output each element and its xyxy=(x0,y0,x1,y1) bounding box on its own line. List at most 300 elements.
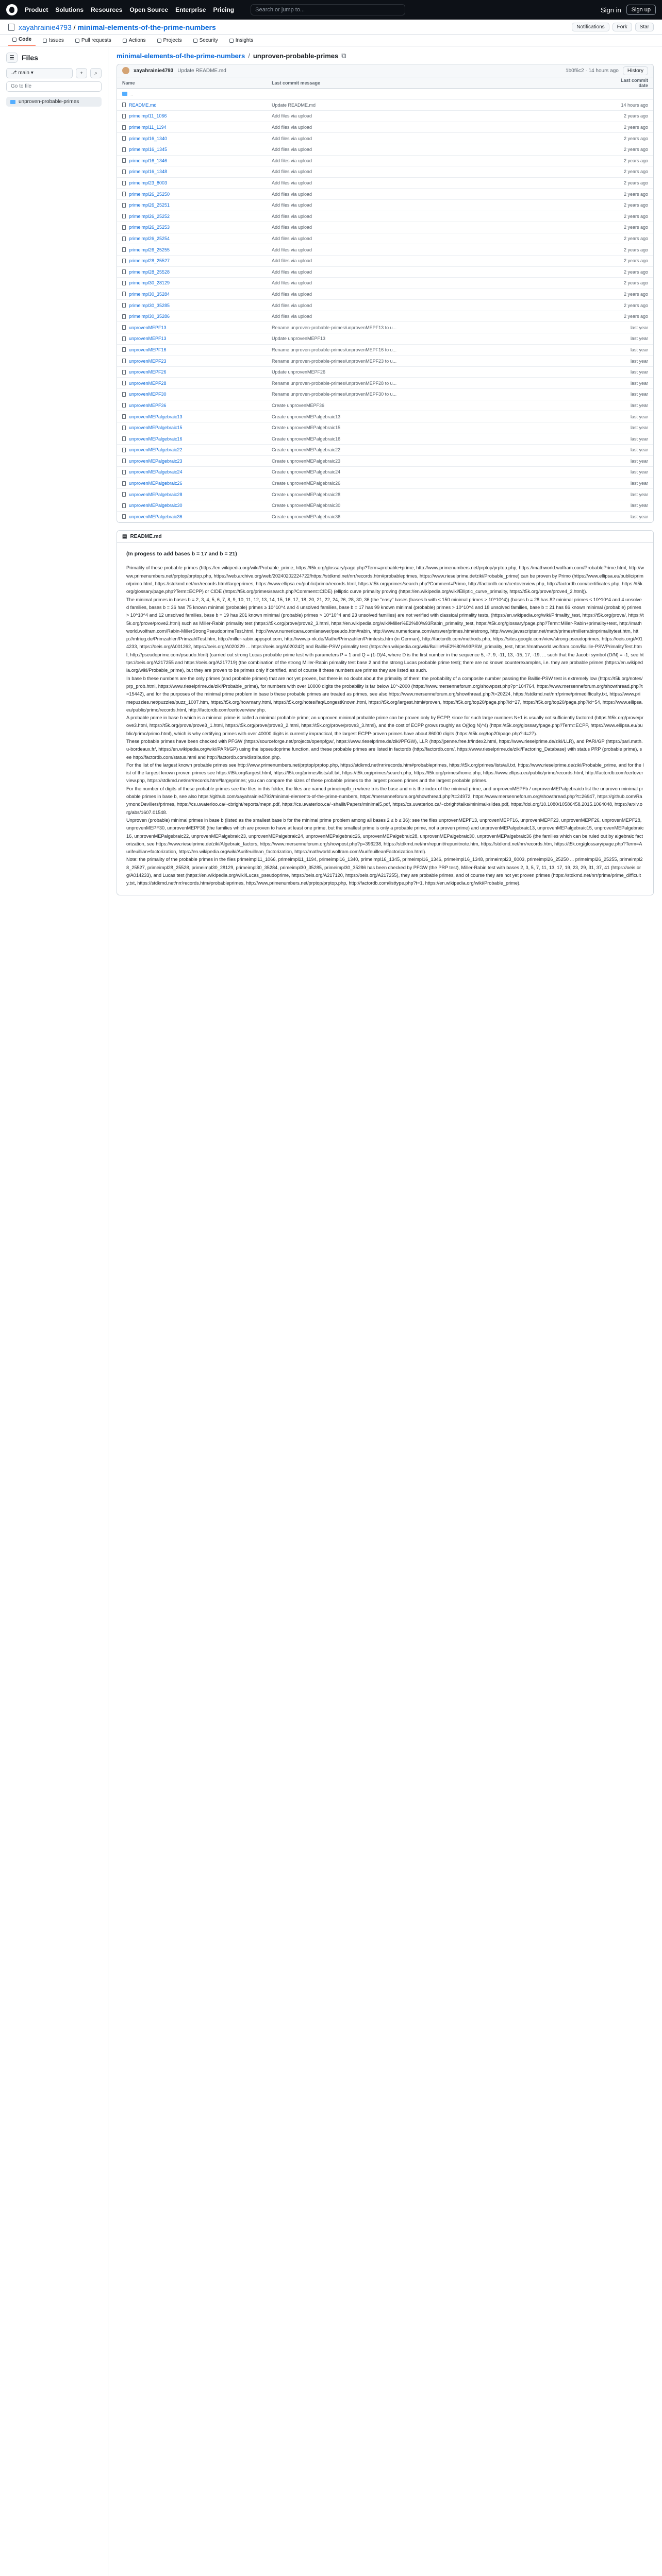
row-name xyxy=(122,258,272,263)
file-link[interactable]: primeimpl30_35285 xyxy=(129,302,170,308)
file-icon xyxy=(122,370,126,375)
file-icon xyxy=(122,426,126,430)
row-name xyxy=(122,425,272,430)
file-icon xyxy=(122,114,126,118)
row-commit-message[interactable]: Create unprovenMEPF36 xyxy=(272,402,325,408)
repo-tabs xyxy=(0,35,662,46)
commit-author[interactable]: xayahrainie4793 xyxy=(134,67,174,74)
file-link[interactable]: unprovenMEPF30 xyxy=(129,392,167,397)
file-tree-sidebar xyxy=(0,46,108,2576)
row-name xyxy=(122,481,272,486)
parent-dir-row[interactable] xyxy=(117,89,653,100)
row-commit-message[interactable]: Update unprovenMEPF26 xyxy=(272,369,326,375)
commit-meta: 1b0f6c2 · 14 hours ago xyxy=(566,67,619,74)
tab-insights-label: Insights xyxy=(235,38,254,43)
file-link[interactable]: unprovenMEPalgebraic26 xyxy=(129,481,183,486)
search-input[interactable] xyxy=(251,4,405,15)
folder-icon xyxy=(10,100,15,104)
row-commit-message[interactable]: Add files via upload xyxy=(272,158,312,163)
readme-paragraph: These probable primes have been checked with PFGW (https://sourceforge.net/projects/openpfgw/, https://www.rieselprime.de/ziki/PFGW), LLR (http://jpenne.free.fr/index2.html, https://www.rieselprime.de/ziki/LLR), and PARI/GP (https://pari.math.u-bordeaux.fr/, https://en.wikipedia.org/wiki/PARI/GP) using the ispseudoprime function, and these probable primes are listed in factordb (http://factordb.com/, https://www.rieselprime.de/ziki/Factoring_Database) with status PRP (probable prime), see http://factordb.com/status.html and http://factordb.com/distribution.php. xyxy=(126,738,643,760)
table-row[interactable] xyxy=(117,489,653,500)
tab-security[interactable] xyxy=(189,38,222,46)
tab-code[interactable] xyxy=(8,37,36,46)
table-row[interactable] xyxy=(117,345,653,356)
readme-paragraph: A probable prime in base b which is a minimal prime is called a minimal probable prime; an unproven minimal probable prime can be proven only by ECPP, since for such large numbers N±1 is usually not sufficiently factored (https://t5k.org/prove/prove3.html, https://t5k.org/prove/prove3_1.html, https://t5k.org/prove/prove3_2.html, https://t5k.org/prove/prove3_3.html), and the cost of ECPP grows roughly as O((log N)^4) (https://t5k.org/glossary/page.php?Term=ECPP, https://www.ellipsa.eu/public/primo/primo.html), which is why certifying primes with over 40000 digits is currently impractical, the largest ECPP-proven primes have about 86000 digits (https://t5k.org/top20/page.php?id=27). xyxy=(126,715,644,736)
table-row[interactable] xyxy=(117,244,653,256)
file-link[interactable]: primeimpl28_25528 xyxy=(129,269,170,275)
row-name xyxy=(122,169,272,174)
row-commit-date: last year xyxy=(630,458,648,464)
repo-owner-link[interactable]: xayahrainie4793 xyxy=(19,23,72,31)
table-row[interactable] xyxy=(117,289,653,300)
file-link[interactable]: unprovenMEPF23 xyxy=(129,358,167,364)
file-icon xyxy=(122,236,126,241)
row-commit-date: 2 years ago xyxy=(623,269,648,275)
row-commit-date: last year xyxy=(630,392,648,397)
tab-projects-label: Projects xyxy=(163,38,182,43)
file-link[interactable]: primeimpl28_25527 xyxy=(129,258,170,264)
row-commit-message[interactable]: Create unprovenMEPalgebraic16 xyxy=(272,436,341,442)
row-name xyxy=(122,381,272,386)
file-link[interactable]: primeimpl11_1066 xyxy=(129,113,167,119)
header-actions xyxy=(601,5,656,15)
table-row[interactable] xyxy=(117,200,653,211)
file-link[interactable]: README.md xyxy=(129,102,157,108)
row-commit-date: 2 years ago xyxy=(623,169,648,175)
file-icon xyxy=(122,403,126,408)
projects-icon xyxy=(157,39,161,43)
row-name xyxy=(122,303,272,308)
file-link[interactable]: unprovenMEPF13 xyxy=(129,325,167,330)
sidebar-title xyxy=(6,53,102,63)
global-nav xyxy=(25,6,234,13)
file-icon xyxy=(122,214,126,218)
row-commit-date: 2 years ago xyxy=(623,180,648,186)
readme-paragraph: For the list of the largest known probable primes see http://www.primenumbers.net/prptop/prptop.php, https://stdkmd.net/nrr/records.htm#probableprimes, https://t5k.org/primes/lists/all.txt, https://www.rieselprime.de/ziki/Probable_prime, and for the list of the largest known proven primes see https://t5k.org/largest.html, https://t5k.org/primes/lists/all.txt, https://t5k.org/primes/search.php, https://t5k.org/primes/home.php, https://www.ellipsa.eu/public/primo/records.html, http://factordb.com/certoverview.php, https://stdkmd.net/nrr/records.htm#largeprimes; you can compare the sizes of these probable primes to the largest proven primes and the largest probable primes. xyxy=(126,762,644,784)
main-content xyxy=(108,46,662,2576)
row-name xyxy=(122,91,272,96)
row-name xyxy=(122,125,272,130)
table-row[interactable] xyxy=(117,144,653,156)
readme-body xyxy=(117,543,653,894)
file-link[interactable]: primeimpl26_25254 xyxy=(129,236,170,242)
tab-actions[interactable] xyxy=(119,38,150,46)
row-commit-message[interactable]: Add files via upload xyxy=(272,180,312,186)
file-icon xyxy=(122,347,126,352)
readme-panel xyxy=(117,530,654,895)
tab-actions-label: Actions xyxy=(128,38,146,43)
sign-in-link[interactable]: Sign in xyxy=(600,6,621,14)
file-link[interactable]: primeimpl26_25250 xyxy=(129,191,170,197)
parent-dir-label: .. xyxy=(130,91,134,97)
file-icon xyxy=(122,503,126,508)
table-row[interactable] xyxy=(117,178,653,189)
table-row[interactable] xyxy=(117,267,653,278)
go-to-file-input[interactable]: Go to file xyxy=(6,81,102,92)
row-commit-message[interactable]: Rename unproven-probable-primes/unprovenMEPF30 to u... xyxy=(272,392,397,397)
table-row[interactable] xyxy=(117,278,653,289)
add-file-icon[interactable]: + xyxy=(76,68,87,78)
file-link[interactable]: unprovenMEPalgebraic13 xyxy=(129,414,183,419)
row-commit-message[interactable]: Add files via upload xyxy=(272,247,312,252)
repo-name-link[interactable]: minimal-elements-of-the-prime-numbers xyxy=(77,23,216,31)
file-link[interactable]: unprovenMEPF36 xyxy=(129,402,167,408)
table-row[interactable] xyxy=(117,378,653,389)
row-commit-date: 2 years ago xyxy=(623,135,648,141)
file-link[interactable]: primeimpl11_1194 xyxy=(129,125,167,130)
file-link[interactable]: primeimpl23_8003 xyxy=(129,180,168,186)
nav-solutions[interactable]: Solutions xyxy=(55,6,84,13)
nav-open-source[interactable]: Open Source xyxy=(129,6,169,13)
collapse-sidebar-icon[interactable]: ☰ xyxy=(6,53,18,63)
table-row[interactable] xyxy=(117,100,653,111)
pull-request-icon xyxy=(75,39,79,43)
nav-enterprise[interactable]: Enterprise xyxy=(175,6,206,13)
row-commit-message[interactable]: Create unprovenMEPalgebraic22 xyxy=(272,447,341,453)
row-commit-message[interactable]: Create unprovenMEPalgebraic24 xyxy=(272,469,341,475)
tab-issues[interactable] xyxy=(39,38,68,46)
table-row[interactable] xyxy=(117,156,653,167)
row-commit-date: 2 years ago xyxy=(623,202,648,208)
readme-paragraph: Primality of these probable primes (https://en.wikipedia.org/wiki/Probable_prime, https://t5k.org/glossary/page.php?Term=probable+prime, http://www.primenumbers.net/prptop/prptop.php, https://mathworld.wolfram.com/ProbablePrime.html, http://www.primenumbers.net/prptop/prptop.php, https://web.archive.org/web/20240202224722/https://stdkmd.net/nrr/records.htm#probableprimes, https://www.rieselprime.de/ziki/Probable_prime) can be proven by Primo (https://www.ellipsa.eu/public/primo/primo.html, https://stdkmd.net/nrr/records.htm#largeprimes, https://www.ellipsa.eu/public/primo/records.html, https://t5k.org/primes/search.php?Comment=Primo, http://factordb.com/certoverview.php, http://factordb.com/certificates.php, https://t5k.org/glossary/page.php?Term=ECPP) or CIDE (https://t5k.org/primes/search.php?Comment=CIDE) (elliptic curve primality proving (https://en.wikipedia.org/wiki/Elliptic_curve_primality, https://t5k.org/prove/prove4_2.html)). xyxy=(126,565,644,595)
table-row[interactable] xyxy=(117,222,653,233)
row-name xyxy=(122,225,272,230)
table-row[interactable] xyxy=(117,456,653,467)
table-row[interactable] xyxy=(117,367,653,378)
file-icon xyxy=(122,436,126,441)
file-icon xyxy=(122,170,126,174)
row-commit-message[interactable]: Rename unproven-probable-primes/unprovenMEPF23 to u... xyxy=(272,358,397,364)
row-commit-message[interactable]: Update README.md xyxy=(272,102,316,108)
file-icon xyxy=(122,336,126,341)
row-commit-message[interactable]: Add files via upload xyxy=(272,169,312,175)
file-link[interactable]: primeimpl16_1348 xyxy=(129,169,168,175)
tab-issues-label: Issues xyxy=(49,38,64,43)
row-commit-message[interactable]: Rename unproven-probable-primes/unprovenMEPF28 to u... xyxy=(272,380,397,386)
nav-pricing[interactable]: Pricing xyxy=(213,6,235,13)
row-commit-message[interactable]: Rename unproven-probable-primes/unprovenMEPF16 to u... xyxy=(272,347,397,352)
file-link[interactable]: unprovenMEPF13 xyxy=(129,336,167,342)
global-header xyxy=(0,0,662,20)
table-row[interactable] xyxy=(117,189,653,200)
file-link[interactable]: primeimpl26_25255 xyxy=(129,247,170,252)
branch-selector[interactable]: ⎇ main ▾ xyxy=(6,68,73,78)
file-link[interactable]: unprovenMEPalgebraic22 xyxy=(129,447,183,453)
row-commit-message[interactable]: Create unprovenMEPalgebraic36 xyxy=(272,514,341,519)
row-name xyxy=(122,414,272,419)
readme-paragraph: The minimal primes in bases b = 2, 3, 4, 5, 6, 7, 8, 9, 10, 11, 12, 13, 14, 15, 16, 17, 18, 20, 21, 22, 24, 26, 28, 30, 36 (the "easy" bases (bases b with ≤ 150 minimal primes > 10^10^4)) (bases b = 28 has 82 minimal primes ≤ 10^10^4 and 4 unsolved families, bases b = 36 has 75 known minimal (probable) primes ≥ 10^10^4 and 4 unsolved families, base b = 17 has 99 known minimal (probable) primes > 10^10^4 and 18 unsolved families, base b = 21 has 86 known minimal (probable) primes > 10^10^4 and 12 unsolved families, base b = 19 has 201 known minimal (probable) primes > 10^10^4 and 23 unsolved families) are not verified with classical primality tests, (https://en.wikipedia.org/wiki/Primality_test, https://t5k.org/prove/, https://t5k.org/prove/prove2.html) such as Miller-Rabin primality test (https://t5k.org/prove/prove2_3.html, https://en.wikipedia.org/wiki/Miller%E2%80%93Rabin_primality_test, https://t5k.org/glossary/page.php?Term=Miller-Rabin+primality+test, http://mathworld.wolfram.com/Rabin-MillerStrongPseudoprimeTest.html, http://www.numericana.com/answer/pseudo.htm#rabin, http://www.numericana.com/answer/primes.htm#strong, http://www.javascripter.net/math/primes/millerrabinprimalitytest.htm, http://mfrieg.de/Primzahlen/PrimzahlTest.htm, http://miller-rabin.appspot.com, http://www.p-nk.de/Mathe/Primzahlen/Primtests.htm (in German), http://factordb.com/methods.php, https://sites.google.com/view/strong-pseudoprimes, https://oeis.org/A014233, https://oeis.org/A001262, https://oeis.org/A020229 ... https://oeis.org/A020242) and Baillie-PSW primality test (https://en.wikipedia.org/wiki/Baillie%E2%80%93PSW_primality_test, https://mathworld.wolfram.com/Baillie-PSWPrimalityTest.html, http://pseudoprime.com/pseudo.html) (carried out strong Lucas probable prime test with parameters P = 1 and Q = (1-D)/4, where D is the first number in the sequence 5, -7, 9, -11, 13, -15, 17, -19, ... such that the Jacobi symbol (D/N) = -1, see https://oeis.org/A217255 and https://oeis.org/A217719) (the combination of the strong Miller-Rabin primality test base 2 and the strong Lucas probable prime test); there are no known counterexamples, i.e. they are probable primes (https://en.wikipedia.org/wiki/Probable_prime), but they are proven to be primes only if certified, and of course if these numbers are primes they are listed as such. xyxy=(126,597,644,673)
file-link[interactable]: unprovenMEPF28 xyxy=(129,380,167,386)
row-commit-date: 2 years ago xyxy=(623,280,648,286)
table-row[interactable] xyxy=(117,311,653,323)
row-commit-message[interactable]: Add files via upload xyxy=(272,302,312,308)
fork-button[interactable]: Fork xyxy=(613,23,632,31)
table-row[interactable] xyxy=(117,122,653,133)
sidebar-controls xyxy=(6,68,102,78)
nav-resources[interactable]: Resources xyxy=(91,6,123,13)
row-commit-message[interactable]: Create unprovenMEPalgebraic26 xyxy=(272,481,341,486)
file-link[interactable]: primeimpl30_28129 xyxy=(129,280,170,286)
row-commit-date: 2 years ago xyxy=(623,247,648,252)
row-commit-message[interactable]: Rename unproven-probable-primes/unprovenMEPF13 to u... xyxy=(272,325,397,330)
row-name xyxy=(122,214,272,219)
file-link[interactable]: primeimpl30_35286 xyxy=(129,314,170,319)
table-row[interactable] xyxy=(117,445,653,456)
row-commit-message[interactable]: Create unprovenMEPalgebraic30 xyxy=(272,503,341,509)
file-link[interactable]: primeimpl16_1340 xyxy=(129,135,168,141)
row-commit-date: last year xyxy=(630,380,648,386)
row-commit-date: last year xyxy=(630,325,648,330)
row-commit-date: last year xyxy=(630,436,648,442)
row-name xyxy=(122,403,272,408)
tab-pull-requests[interactable] xyxy=(71,38,115,46)
row-name xyxy=(122,103,272,108)
row-commit-message[interactable]: Create unprovenMEPalgebraic13 xyxy=(272,414,341,419)
file-icon xyxy=(122,392,126,397)
actions-icon xyxy=(123,39,127,43)
row-commit-message[interactable]: Add files via upload xyxy=(272,280,312,286)
row-commit-date: last year xyxy=(630,336,648,342)
tab-security-label: Security xyxy=(199,38,218,43)
row-name xyxy=(122,336,272,341)
file-icon xyxy=(122,514,126,519)
row-name xyxy=(122,369,272,375)
row-commit-date: 2 years ago xyxy=(623,191,648,197)
row-commit-date: last year xyxy=(630,402,648,408)
table-row[interactable] xyxy=(117,233,653,245)
readme-paragraph: Unproven (probable) minimal primes in base b (listed as the smallest base b for the minimal prime problem among all bases 2 ≤ b ≤ 36): see the files unprovenMEPF13, unprovenMEPF16, unprovenMEPF23, unprovenMEPF26, unprovenMEPF28, unprovenMEPF30, unprovenMEPF36 (the families which are proven to have at least one prime, but the smallest prime is only a probable prime, not a proven prime) and unprovenMEPalgebraic13, unprovenMEPalgebraic15, unprovenMEPalgebraic16, unprovenMEPalgebraic22, unprovenMEPalgebraic23, unprovenMEPalgebraic24, unprovenMEPalgebraic26, unprovenMEPalgebraic28, unprovenMEPalgebraic30, unprovenMEPalgebraic36 (the families which can be ruled out by algebraic factorization, see https://www.rieselprime.de/ziki/Algebraic_factors, https://www.mersenneforum.org/showpost.php?p=396238, https://stdkmd.net/nrr/repunit/repunitnote.htm, https://stdkmd.net/nrr/records.htm, https://t5k.org/glossary/page.php?Term=Aurifeuillian+factorization, https://en.wikipedia.org/wiki/Aurifeuillean_factorization, https://mathworld.wolfram.com/AurifeuilleanFactorization.html). xyxy=(126,817,644,855)
file-icon xyxy=(122,103,126,107)
row-name xyxy=(122,469,272,474)
row-name xyxy=(122,280,272,285)
breadcrumb-folder: unproven-probable-primes xyxy=(253,52,339,60)
nav-product[interactable]: Product xyxy=(25,6,48,13)
col-name: Name xyxy=(122,80,135,86)
notifications-button[interactable]: Notifications xyxy=(572,23,609,31)
col-date: Last commit date xyxy=(620,77,648,88)
readme-heading: (In progess to add bases b = 17 and b = 21) xyxy=(126,551,237,557)
row-name xyxy=(122,436,272,442)
row-commit-message[interactable]: Add files via upload xyxy=(272,135,312,141)
table-row[interactable] xyxy=(117,467,653,478)
table-row[interactable] xyxy=(117,322,653,333)
file-link[interactable]: primeimpl30_35284 xyxy=(129,291,170,297)
row-name xyxy=(122,180,272,185)
row-name xyxy=(122,359,272,364)
file-icon xyxy=(122,136,126,141)
file-link[interactable]: primeimpl26_25253 xyxy=(129,225,170,230)
github-logo-icon[interactable] xyxy=(6,4,18,15)
row-commit-date: last year xyxy=(630,469,648,475)
row-commit-date: last year xyxy=(630,447,648,453)
row-commit-date: last year xyxy=(630,369,648,375)
col-message: Last commit message xyxy=(272,80,321,86)
row-name xyxy=(122,236,272,241)
copy-path-icon[interactable]: ⧉ xyxy=(341,52,346,59)
sidebar-item-label: unproven-probable-primes xyxy=(19,99,79,105)
row-commit-date: last year xyxy=(630,347,648,352)
row-commit-message[interactable]: Add files via upload xyxy=(272,191,312,197)
file-link[interactable]: primeimpl26_25251 xyxy=(129,202,170,208)
file-icon xyxy=(122,158,126,163)
table-row[interactable] xyxy=(117,111,653,122)
branch-name: main xyxy=(18,70,29,76)
row-commit-message[interactable]: Add files via upload xyxy=(272,225,312,230)
row-name xyxy=(122,492,272,497)
file-rows xyxy=(117,100,653,523)
row-commit-message[interactable]: Add files via upload xyxy=(272,314,312,319)
file-link[interactable]: unprovenMEPalgebraic24 xyxy=(129,469,183,475)
row-commit-message[interactable]: Update unprovenMEPF13 xyxy=(272,336,326,342)
file-table xyxy=(117,77,654,523)
file-link[interactable]: unprovenMEPalgebraic23 xyxy=(129,458,183,464)
row-commit-date: last year xyxy=(630,358,648,364)
readme-paragraphs xyxy=(126,564,644,887)
table-row[interactable] xyxy=(117,422,653,434)
sign-up-button[interactable]: Sign up xyxy=(626,5,656,15)
breadcrumb-repo-link[interactable]: minimal-elements-of-the-prime-numbers xyxy=(117,52,245,60)
row-name xyxy=(122,247,272,252)
table-row[interactable] xyxy=(117,512,653,523)
table-row[interactable] xyxy=(117,433,653,445)
history-button[interactable]: History xyxy=(623,66,648,75)
row-name xyxy=(122,325,272,330)
row-name xyxy=(122,314,272,319)
row-commit-date: 2 years ago xyxy=(623,213,648,219)
file-link[interactable]: primeimpl16_1345 xyxy=(129,147,168,152)
table-row[interactable] xyxy=(117,500,653,512)
row-commit-message[interactable]: Add files via upload xyxy=(272,269,312,275)
file-link[interactable]: unprovenMEPalgebraic28 xyxy=(129,492,183,497)
row-commit-message[interactable]: Add files via upload xyxy=(272,258,312,264)
table-row[interactable] xyxy=(117,333,653,345)
row-commit-message[interactable]: Add files via upload xyxy=(272,213,312,219)
code-icon xyxy=(12,38,16,42)
file-link[interactable]: unprovenMEPalgebraic36 xyxy=(129,514,183,519)
file-icon xyxy=(122,414,126,419)
file-icon xyxy=(122,181,126,185)
shield-icon xyxy=(193,39,197,43)
tab-code-label: Code xyxy=(19,37,31,42)
file-link[interactable]: unprovenMEPalgebraic30 xyxy=(129,503,183,509)
file-icon xyxy=(122,281,126,285)
sidebar-title-label: Files xyxy=(22,54,38,62)
repo-actions xyxy=(572,23,654,31)
search-icon[interactable]: ⌕ xyxy=(90,68,102,78)
row-name xyxy=(122,503,272,508)
table-row[interactable] xyxy=(117,400,653,412)
page-layout xyxy=(0,46,662,2576)
row-commit-date: last year xyxy=(630,425,648,431)
repo-title: xayahrainie4793 / minimal-elements-of-the-prime-numbers xyxy=(19,23,216,31)
row-name xyxy=(122,392,272,397)
readme-header xyxy=(117,531,653,543)
file-icon xyxy=(122,292,126,296)
table-row[interactable] xyxy=(117,478,653,489)
file-link[interactable]: unprovenMEPF16 xyxy=(129,347,167,352)
row-commit-date: last year xyxy=(630,481,648,486)
file-icon xyxy=(122,192,126,196)
table-row[interactable] xyxy=(117,355,653,367)
row-commit-message[interactable]: Create unprovenMEPalgebraic15 xyxy=(272,425,341,431)
row-name xyxy=(122,113,272,118)
row-commit-date: last year xyxy=(630,492,648,497)
row-commit-date: 2 years ago xyxy=(623,302,648,308)
file-icon xyxy=(122,203,126,208)
readme-paragraph: In base b these numbers are the only primes (and probable primes) that are not yet proven, but there is no doubt about the primality of them: the probability of a composite number passing the Baillie-PSW test is extremely low (https://t5k.org/notes/prp_prob.html, https://www.rieselprime.de/ziki/Probable_prime), for numbers with over 10000 digits the probability is far below 10^-2000 (https://www.mersenneforum.org/showpost.php?p=104764, https://www.mersenneforum.org/showthread.php?t=15442), and for the purposes of the minimal prime problem in base b these probable primes are treated as primes, see also https://www.mersenneforum.org/showthread.php?t=20224, https://stdkmd.net/nrr/prime/primedifficulty.txt, https://www.primepuzzles.net/puzzles/puzz_1007.htm, https://t5k.org/howmany.html, https://t5k.org/notes/faq/LongestKnown.html, https://t5k.org/largest.html#proven, https://t5k.org/top20/page.php?id=27, https://t5k.org/top20/page.php?id=54, https://www.ellipsa.eu/public/primo/records.html, http://factordb.com/certoverview.php. xyxy=(126,675,643,713)
row-name xyxy=(122,459,272,464)
file-link[interactable]: unprovenMEPalgebraic16 xyxy=(129,436,183,442)
table-row[interactable] xyxy=(117,300,653,311)
breadcrumb-separator: / xyxy=(248,52,250,60)
row-commit-message[interactable]: Add files via upload xyxy=(272,202,312,208)
search-placeholder: Search or jump to... xyxy=(255,7,305,13)
tab-pull-requests-label: Pull requests xyxy=(81,38,111,43)
tab-insights[interactable] xyxy=(225,38,257,46)
row-commit-message[interactable]: Add files via upload xyxy=(272,291,312,297)
row-name xyxy=(122,514,272,519)
table-row[interactable] xyxy=(117,211,653,223)
table-row[interactable] xyxy=(117,166,653,178)
row-commit-date: last year xyxy=(630,503,648,509)
table-row[interactable] xyxy=(117,133,653,144)
breadcrumb xyxy=(117,52,654,60)
tab-projects[interactable] xyxy=(153,38,186,46)
graph-icon xyxy=(229,39,234,43)
file-icon xyxy=(122,125,126,130)
file-link[interactable]: unprovenMEPF26 xyxy=(129,369,167,375)
star-button[interactable]: Star xyxy=(635,23,654,31)
row-name xyxy=(122,269,272,275)
row-commit-message[interactable]: Add files via upload xyxy=(272,147,312,152)
row-name xyxy=(122,347,272,352)
row-commit-date: 2 years ago xyxy=(623,236,648,242)
folder-icon xyxy=(122,92,127,96)
latest-commit-bar xyxy=(117,64,654,77)
readme-paragraph: Note: the primality of the probable primes in the files primeimpl11_1066, primeimpl11_1194, primeimpl16_1340, primeimpl16_1345, primeimpl16_1346, primeimpl16_1348, primeimpl23_8003, primeimpl26_25250 ... primeimpl26_25255, primeimpl28_25527, primeimpl28_25528, primeimpl30_28129, primeimpl30_35284, primeimpl30_35285, primeimpl30_35286 has been checked by PFGW (the PRP test), Miller-Rabin test with bases 2, 3, 5, 7, 11, 13, 17, 19, 23, 29, 31, 37, 41 (https://oeis.org/A014233), and Lucas test (https://en.wikipedia.org/wiki/Lucas_pseudoprime, https://oeis.org/A217120, https://oeis.org/A217255), they are probable primes, and of course they are not yet proven primes (https://stdkmd.net/nrr/prime/prime_difficulty.txt, https://stdkmd.net/nrr/records.htm#probableprimes, http://www.primenumbers.net/prptop/prptop.php, http://factordb.com/listtype.php?t=1, https://en.wikipedia.org/wiki/Probable_prime). xyxy=(126,857,643,886)
row-commit-date: last year xyxy=(630,414,648,419)
sidebar-item-unproven-probable-primes[interactable] xyxy=(6,97,102,107)
file-link[interactable]: primeimpl16_1346 xyxy=(129,158,168,163)
row-commit-message[interactable]: Create unprovenMEPalgebraic23 xyxy=(272,458,341,464)
file-link[interactable]: primeimpl26_25252 xyxy=(129,213,170,219)
table-row[interactable] xyxy=(117,256,653,267)
row-commit-message[interactable]: Add files via upload xyxy=(272,125,312,130)
repo-icon xyxy=(8,24,14,31)
file-icon xyxy=(122,492,126,497)
file-icon xyxy=(122,269,126,274)
row-name xyxy=(122,147,272,152)
row-commit-date: 2 years ago xyxy=(623,258,648,264)
row-commit-date: 2 years ago xyxy=(623,147,648,152)
file-link[interactable]: unprovenMEPalgebraic15 xyxy=(129,425,183,431)
row-commit-date: 2 years ago xyxy=(623,113,648,119)
row-commit-message[interactable]: Add files via upload xyxy=(272,236,312,242)
table-row[interactable] xyxy=(117,411,653,422)
row-commit-date: last year xyxy=(630,514,648,519)
row-commit-message[interactable]: Create unprovenMEPalgebraic28 xyxy=(272,492,341,497)
table-row[interactable] xyxy=(117,389,653,400)
readme-title: README.md xyxy=(130,534,162,540)
row-name xyxy=(122,292,272,297)
row-name xyxy=(122,447,272,452)
file-icon xyxy=(122,147,126,152)
file-icon xyxy=(122,325,126,330)
file-icon xyxy=(122,481,126,486)
row-name xyxy=(122,136,272,141)
commit-message[interactable]: Update README.md xyxy=(177,67,226,74)
row-commit-message[interactable]: Add files via upload xyxy=(272,113,312,119)
